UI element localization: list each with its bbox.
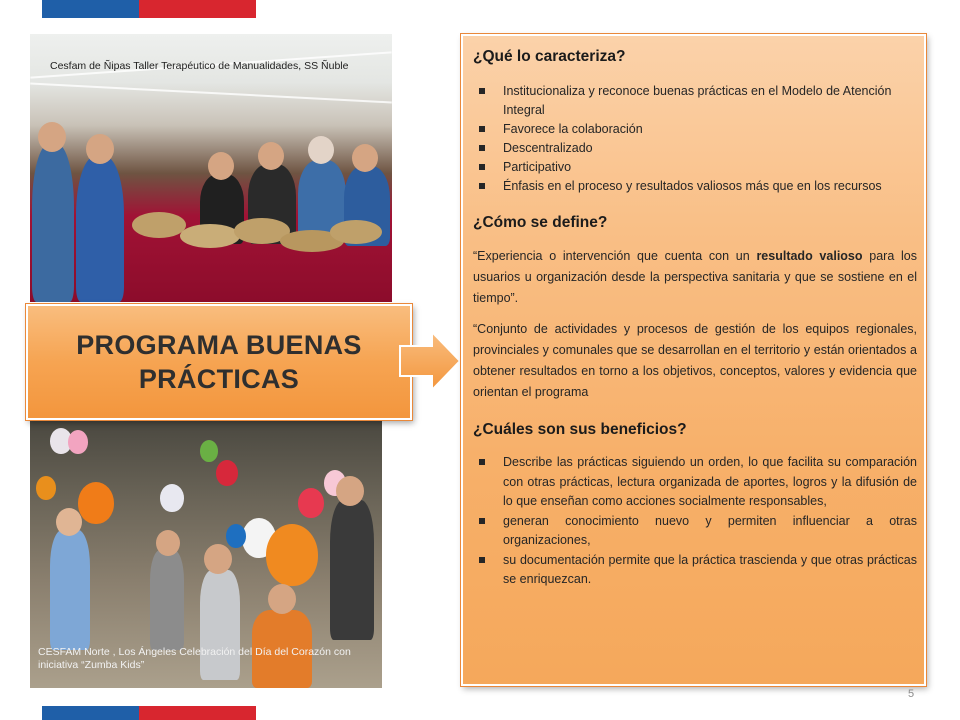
list-item: su documentación permite que la práctica trascienda y que otras prácticas se enriquezcan.: [473, 551, 917, 590]
definition-quote-2: “Conjunto de actividades y procesos de gestión de los equipos regionales, provinciales y comunales que se desarrollan en el territorio y están orientados a obtener resultados en torno a los objetivos, conceptos, valores y evidencia que orientan el programa: [473, 322, 917, 399]
flag-bar-bottom: [42, 706, 256, 720]
list-item: Descentralizado: [473, 139, 917, 158]
list-item: Favorece la colaboración: [473, 120, 917, 139]
program-title-box: [26, 304, 412, 420]
photo-workshop: [30, 34, 392, 302]
list-item: Institucionaliza y reconoce buenas prácticas en el Modelo de Atención Integral: [473, 82, 917, 120]
list-item: Participativo: [473, 158, 917, 177]
section-heading-benefits: ¿Cuáles son sus beneficios?: [473, 421, 687, 438]
right-arrow-icon: [398, 330, 462, 392]
photo-caption-top: Cesfam de Ñipas Taller Terapéutico de Manualidades, SS Ñuble: [50, 60, 349, 72]
list-item: generan conocimiento nuevo y permiten influenciar a otras organizaciones,: [473, 512, 917, 551]
benefits-list: [473, 453, 917, 590]
flag-bar-top: [42, 0, 256, 18]
flag-red-segment: [139, 706, 256, 720]
definition-quote-1: “Experiencia o intervención que cuenta con un resultado valioso para los usuarios u organización desde la perspectiva sanitaria y que se sostiene en el tiempo”.: [473, 249, 917, 305]
list-item: Describe las prácticas siguiendo un orden, lo que facilita su comparación con otras prácticas, lectura organizada de aportes, logros y la difusión de lo que enseñan como acciones socialmente responsables,: [473, 453, 917, 512]
list-item: Énfasis en el proceso y resultados valiosos más que en los recursos: [473, 177, 917, 196]
photo-caption-bottom: CESFAM Norte , Los Ángeles Celebración del Día del Corazón con iniciativa “Zumba Kids”: [38, 646, 351, 671]
program-title-line1: PROGRAMA BUENAS: [76, 330, 362, 360]
section-heading-characteristics: ¿Qué lo caracteriza?: [473, 48, 626, 65]
section-heading-definition: ¿Cómo se define?: [473, 214, 608, 231]
flag-red-segment: [139, 0, 256, 18]
flag-blue-segment: [42, 0, 139, 18]
description-panel: [461, 34, 926, 686]
characteristics-list: [473, 82, 917, 196]
program-title: [76, 328, 362, 396]
program-title-line2: PRÁCTICAS: [138, 364, 300, 394]
flag-blue-segment: [42, 706, 139, 720]
page-number: 5: [908, 688, 915, 700]
